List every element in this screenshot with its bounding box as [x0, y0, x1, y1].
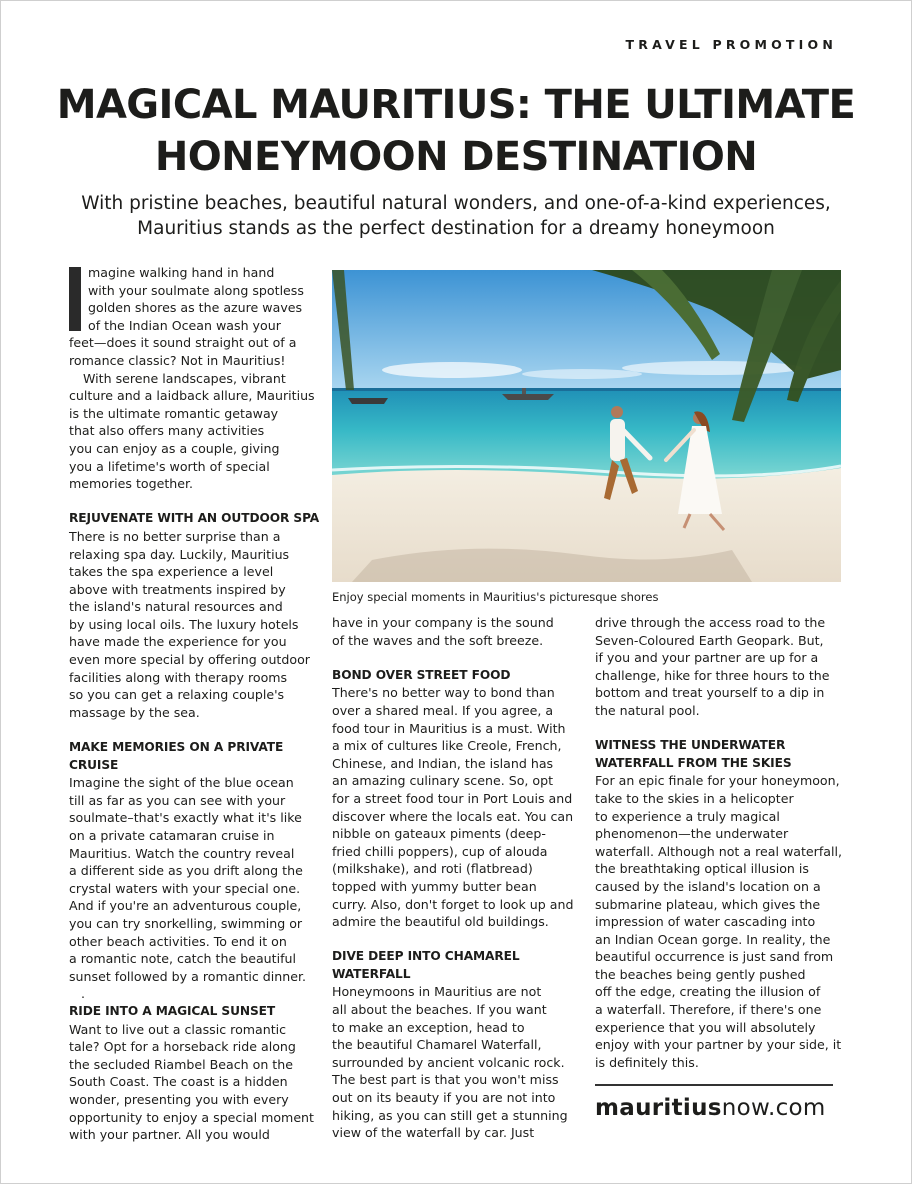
body-line: to experience a truly magical — [595, 808, 780, 824]
body-line: on a private catamaran cruise in — [69, 828, 275, 843]
body-line: nibble on gateaux piments (deep- — [332, 826, 546, 842]
intro-line: magine walking hand in hand — [88, 265, 275, 280]
photo-caption: Enjoy special moments in Mauritius's picturesque shores — [332, 590, 659, 604]
brand-logo — [595, 1095, 826, 1121]
section-body-skies — [595, 772, 845, 1071]
section-body-waterfall-continued — [595, 614, 845, 720]
heading-line: WATERFALL FROM THE SKIES — [595, 755, 792, 770]
column-2 — [332, 614, 584, 1142]
body-line: curry. Also, don't forget to look up and — [332, 896, 574, 912]
body-line: There is no better surprise than a — [69, 528, 281, 544]
body-line: With serene landscapes, vibrant — [83, 370, 286, 386]
intro-line: feet—does it sound straight out of a — [69, 335, 297, 351]
logo-bold: mauritius — [595, 1095, 722, 1121]
section-body-sunset — [69, 1021, 321, 1144]
column-1 — [69, 264, 321, 1144]
body-line: experience that you will absolutely — [595, 1019, 816, 1035]
body-line: beautiful occurrence is just sand from — [595, 949, 834, 965]
body-line: you can enjoy as a couple, giving — [69, 440, 280, 456]
heading-line: WITNESS THE UNDERWATER — [595, 738, 786, 753]
subheadline — [51, 191, 861, 241]
body-line: the island's natural resources and — [69, 599, 283, 615]
intro-line: romance classic? Not in Mauritius! — [69, 352, 286, 368]
body-line: you can try snorkelling, swimming or — [69, 915, 303, 931]
section-heading-cruise: MAKE MEMORIES ON A PRIVATE CRUISE — [69, 740, 284, 772]
body-line: Mauritius. Watch the country reveal — [69, 845, 295, 861]
body-line: to make an exception, head to — [332, 1019, 525, 1035]
body-line: a waterfall. Therefore, if there's one — [595, 1002, 822, 1018]
section-heading-skies — [595, 737, 845, 772]
body-line: is the ultimate romantic getaway — [69, 405, 279, 421]
logo-regular: now.com — [721, 1095, 826, 1121]
body-line: Imagine the sight of the blue ocean — [69, 775, 294, 791]
section-body-waterfall — [332, 983, 584, 1141]
intro-line: with your soulmate along spotless — [88, 282, 304, 298]
body-line: topped with yummy butter bean — [332, 878, 537, 894]
beach-illustration — [332, 270, 841, 582]
section-heading-food: BOND OVER STREET FOOD — [332, 667, 511, 682]
body-line: caused by the island's location on a — [595, 878, 821, 894]
body-line: For an epic finale for your honeymoon, — [595, 773, 840, 789]
body-line: memories together. — [69, 476, 194, 492]
body-line: drive through the access road to the — [595, 615, 826, 630]
body-line: hiking, as you can still get a stunning — [332, 1107, 568, 1123]
section-heading-spa: REJUVENATE WITH AN OUTDOOR SPA — [69, 511, 320, 526]
intro-line: golden shores as the azure waves — [88, 300, 303, 316]
body-line: by using local oils. The luxury hotels — [69, 616, 299, 632]
body-line: admire the beautiful old buildings. — [332, 914, 549, 930]
body-line: you a lifetime's worth of special — [69, 458, 270, 474]
section-body-cruise — [69, 774, 321, 1003]
drop-cap: I — [69, 267, 81, 331]
body-line: enjoy with your partner by your side, it — [595, 1037, 842, 1053]
body-line: submarine plateau, which gives the — [595, 896, 821, 912]
subheadline-line-2: Mauritius stands as the perfect destination for a dreamy honeymoon — [137, 218, 775, 239]
body-line: phenomenon—the underwater — [595, 826, 789, 842]
section-body-sunset-continued — [332, 614, 584, 649]
body-line: discover where the locals eat. You can — [332, 808, 574, 824]
body-line: Chinese, and Indian, the island has — [332, 755, 554, 771]
body-line: is definitely this. — [595, 1054, 699, 1070]
body-line: Want to live out a classic romantic — [69, 1021, 287, 1037]
body-line: an amazing culinary scene. So, opt — [332, 773, 554, 789]
section-heading-sunset: RIDE INTO A MAGICAL SUNSET — [69, 1003, 276, 1018]
body-line: over a shared meal. If you agree, a — [332, 702, 554, 718]
body-line: waterfall. Although not a real waterfall, — [595, 843, 842, 859]
body-line: And if you're an adventurous couple, — [69, 898, 302, 914]
body-line: an Indian Ocean gorge. In reality, the — [595, 931, 831, 947]
body-line: fried chilli poppers), cup of alouda — [332, 843, 548, 859]
body-line: all about the beaches. If you want — [332, 1002, 547, 1018]
body-line: so you can get a relaxing couple's — [69, 687, 285, 703]
section-kicker: TRAVEL PROMOTION — [625, 37, 837, 52]
body-line: above with treatments inspired by — [69, 581, 286, 597]
body-line: Seven-Coloured Earth Geopark. But, — [595, 632, 824, 648]
body-line: a mix of cultures like Creole, French, — [332, 738, 562, 754]
body-line: crystal waters with your special one. — [69, 880, 301, 896]
body-line: out on its beauty if you are not into — [332, 1090, 556, 1106]
body-line: if you and your partner are up for a — [595, 650, 819, 666]
body-line: the beaches being gently pushed — [595, 966, 806, 982]
body-line: challenge, hike for three hours to the — [595, 667, 830, 683]
body-line: facilities along with therapy rooms — [69, 669, 288, 685]
body-line: till as far as you can see with your — [69, 792, 286, 808]
body-line: view of the waterfall by car. Just — [332, 1125, 535, 1141]
body-line: culture and a laidback allure, Mauritius — [69, 388, 315, 404]
headline-line-2: HONEYMOON DESTINATION — [154, 134, 758, 180]
body-line: of the waves and the soft breeze. — [332, 632, 544, 648]
body-line: Honeymoons in Mauritius are not — [332, 984, 542, 1000]
body-line: for a street food tour in Port Louis and — [332, 790, 573, 806]
body-line: the natural pool. — [595, 702, 700, 718]
body-line: the secluded Riambel Beach on the — [69, 1056, 293, 1072]
body-line: surrounded by ancient volcanic rock. — [332, 1054, 565, 1070]
body-line: that also offers many activities — [69, 423, 265, 439]
body-line: other beach activities. To end it on — [69, 933, 287, 949]
body-line: have in your company is the sound — [332, 615, 554, 630]
body-line: wonder, presenting you with every — [69, 1091, 289, 1107]
body-line: food tour in Mauritius is a must. With — [332, 720, 566, 736]
headline — [41, 79, 871, 183]
section-body-food — [332, 684, 584, 930]
body-line: soulmate–that's exactly what it's like — [69, 810, 302, 826]
body-line: opportunity to enjoy a special moment — [69, 1109, 314, 1125]
body-line: a different side as you drift along the — [69, 863, 303, 879]
column-3 — [595, 614, 845, 1071]
body-line: bottom and treat yourself to a dip in — [595, 685, 825, 701]
body-line: South Coast. The coast is a hidden — [69, 1074, 288, 1090]
intro-paragraph — [69, 264, 321, 370]
body-line: take to the skies in a helicopter — [595, 790, 794, 806]
body-line: with your partner. All you would — [69, 1127, 270, 1143]
body-line: relaxing spa day. Luckily, Mauritius — [69, 546, 290, 562]
body-line: even more special by offering outdoor — [69, 652, 310, 668]
section-heading-waterfall: DIVE DEEP INTO CHAMAREL WATERFALL — [332, 949, 520, 981]
intro-line: of the Indian Ocean wash your — [88, 317, 281, 333]
beach-couple-photo — [332, 270, 841, 582]
subheadline-line-1: With pristine beaches, beautiful natural wonders, and one-of-a-kind experiences, — [81, 193, 831, 214]
body-line: The best part is that you won't miss — [332, 1072, 559, 1088]
body-line: sunset followed by a romantic dinner. — [69, 968, 306, 984]
stray-mark: . — [81, 986, 86, 1002]
body-line: have made the experience for you — [69, 634, 287, 650]
section-body-spa — [69, 528, 321, 722]
intro-paragraph-2 — [69, 370, 321, 493]
headline-line-1: MAGICAL MAURITIUS: THE ULTIMATE — [56, 82, 856, 128]
body-line: the breathtaking optical illusion is — [595, 861, 809, 877]
body-line: off the edge, creating the illusion of — [595, 984, 821, 1000]
body-line: takes the spa experience a level — [69, 564, 274, 580]
body-line: There's no better way to bond than — [332, 685, 555, 701]
body-line: massage by the sea. — [69, 704, 200, 720]
body-line: the beautiful Chamarel Waterfall, — [332, 1037, 542, 1053]
body-line: impression of water cascading into — [595, 914, 816, 930]
body-line: a romantic note, catch the beautiful — [69, 951, 296, 967]
body-line: tale? Opt for a horseback ride along — [69, 1039, 296, 1055]
body-line: (milkshake), and roti (flatbread) — [332, 861, 533, 877]
footer-divider — [595, 1084, 833, 1086]
